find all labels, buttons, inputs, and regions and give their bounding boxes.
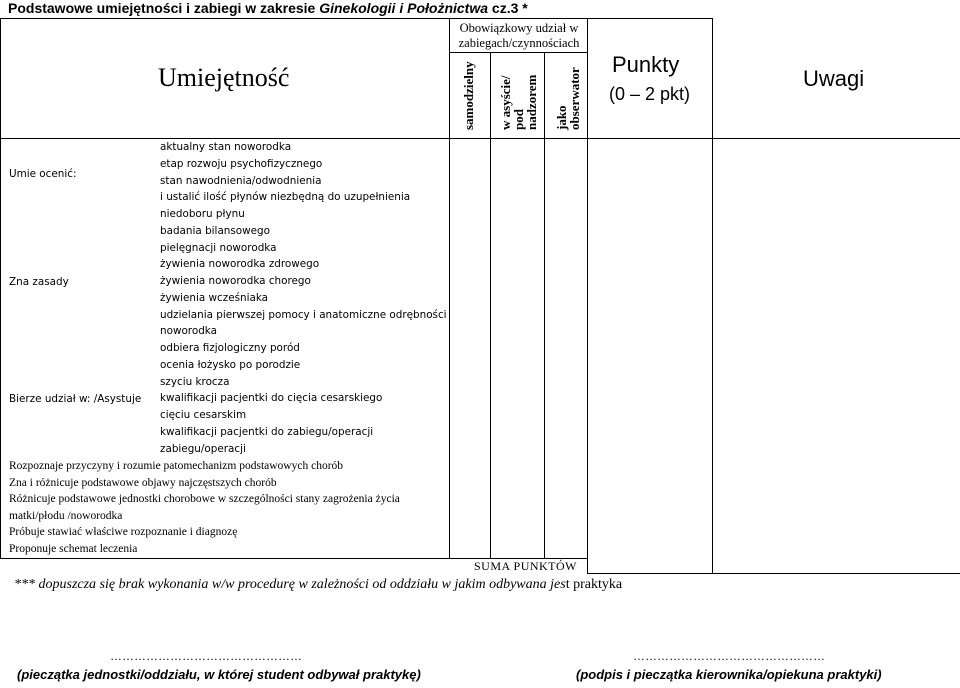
category-knows-rules: Zna zasady <box>9 276 69 288</box>
independent-header: samodzielny <box>461 61 476 130</box>
list-item: i ustalić ilość płynów niezbędną do uzupełnienia <box>160 191 411 204</box>
list-item: ocenia łożysko po porodzie <box>160 358 301 371</box>
remarks-header: Uwagi <box>803 66 865 91</box>
sum-label: SUMA PUNKTÓW <box>474 559 578 573</box>
assist-header-line1: w asyście/ <box>498 75 513 130</box>
list-item: Proponuje schemat leczenia <box>9 542 138 555</box>
document-title: Podstawowe umiejętności i zabiegi w zakresie Ginekologii i Położnictwa cz.3 * <box>8 0 528 16</box>
right-signature-label: (podpis i pieczątka kierownika/opiekuna praktyki) <box>576 667 882 682</box>
independent-column-border <box>490 52 491 558</box>
list-item: Różnicuje podstawowe jednostki chorobowe w szczególności stany zagrożenia życia <box>9 493 400 505</box>
list-item: udzielania pierwszej pomocy i anatomiczne odrębności <box>160 308 447 321</box>
list-item: aktualny stan noworodka <box>160 141 292 153</box>
skill-header: Umiejętność <box>158 63 290 92</box>
list-item: pielęgnacji noworodka <box>160 241 277 254</box>
list-item: cięciu cesarskim <box>160 409 247 421</box>
list-item: kwalifikacji pacjentki do zabiegu/operacji <box>160 425 374 438</box>
list-item: matki/płodu /noworodka <box>9 509 123 522</box>
right-signature-line: ………………………………………… <box>633 649 825 663</box>
points-header: Punkty <box>612 52 680 77</box>
category-participates: Bierze udział w: /Asystuje <box>9 393 142 405</box>
list-item: stan nawodnienia/odwodnienia <box>160 174 322 187</box>
participation-header: Obowiązkowy udział w zabiegach/czynnościach <box>458 21 580 50</box>
left-signature-label: (pieczątka jednostki/oddziału, w której student odbywał praktykę) <box>17 667 421 682</box>
list-item: niedoboru płynu <box>160 208 245 220</box>
list-item: odbiera fizjologiczny poród <box>160 342 300 354</box>
list-item: kwalifikacji pacjentki do cięcia cesarskiego <box>160 392 383 405</box>
assist-header-line3: nadzorem <box>524 74 539 130</box>
left-signature-line: ………………………………………… <box>110 649 302 663</box>
points-column-border <box>712 18 713 573</box>
observer-column-border <box>587 18 588 573</box>
footnote: *** dopuszcza się brak wykonania w/w procedurę w zależności od oddziału w jakim odbywana jest praktyka <box>14 577 623 592</box>
list-item: szyciu krocza <box>160 375 230 388</box>
general-skill-list <box>9 458 400 557</box>
list-item: etap rozwoju psychofizycznego <box>160 157 323 170</box>
points-bottom-border <box>587 573 960 574</box>
observer-header-line2: obserwator <box>567 67 582 130</box>
list-item: żywienia noworodka zdrowego <box>160 258 320 271</box>
table-top-border <box>0 18 712 19</box>
participation-subheader-line <box>449 52 587 53</box>
list-item: Próbuje stawiać właściwe rozpoznanie i diagnozę <box>9 526 238 538</box>
list-item: noworodka <box>160 325 217 338</box>
list-item: Zna i różnicuje podstawowe objawy najczęstszych chorób <box>9 476 277 489</box>
list-item: żywienia noworodka chorego <box>160 275 311 287</box>
category-can-assess: Umie ocenić: <box>9 168 77 180</box>
header-bottom-border <box>0 138 960 139</box>
list-item: badania bilansowego <box>160 224 271 237</box>
points-range: (0 – 2 pkt) <box>609 84 691 104</box>
list-item: żywienia wcześniaka <box>160 291 269 304</box>
list-item: zabiegu/operacji <box>160 442 246 455</box>
assist-header-line2: pod <box>511 109 526 130</box>
observer-header-line1: jako <box>554 105 569 130</box>
skill-column-border <box>449 18 450 558</box>
table-left-border <box>0 18 1 558</box>
assist-column-border <box>544 52 545 558</box>
list-item: Rozpoznaje przyczyny i rozumie patomechanizm podstawowych chorób <box>9 460 344 472</box>
skill-list <box>160 139 447 457</box>
